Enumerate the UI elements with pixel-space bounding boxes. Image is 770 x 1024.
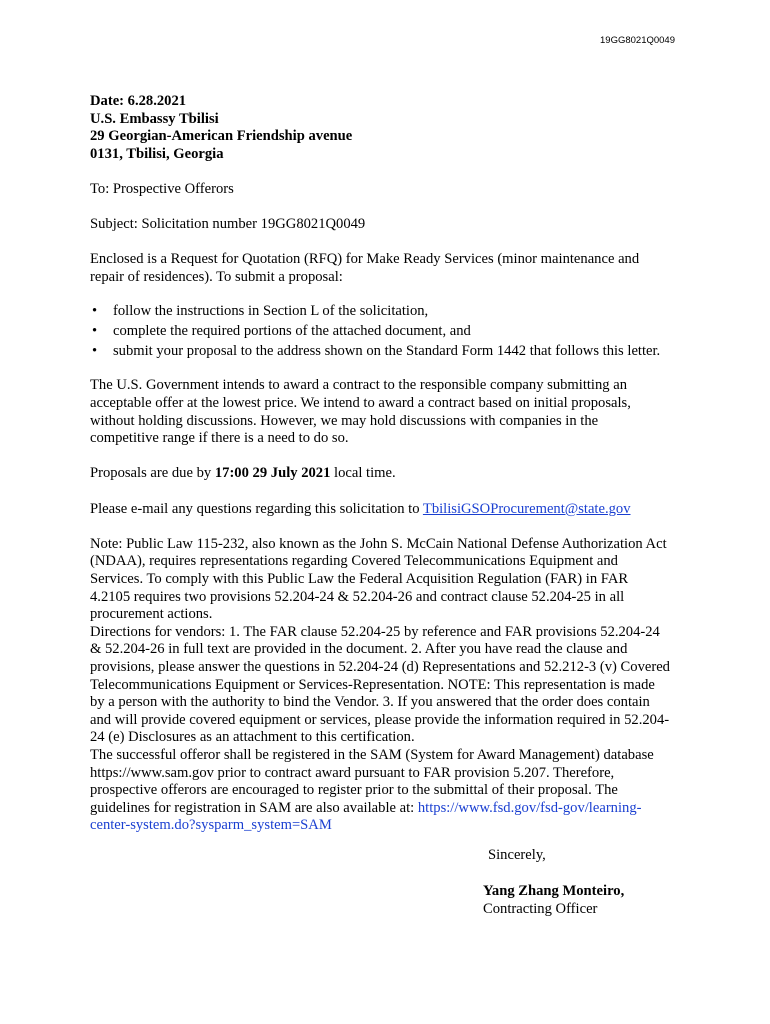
list-item-text: complete the required portions of the attached document, and — [113, 322, 471, 339]
procurement-email-link[interactable]: TbilisiGSOProcurement@state.gov — [422, 500, 631, 517]
note-line: prospective offerors are encouraged to register prior to the submittal of their proposal. The — [90, 782, 618, 799]
sam-guidelines-link[interactable]: https://www.fsd.gov/fsd-gov/learning- — [417, 799, 642, 816]
signer-title: Contracting Officer — [483, 900, 598, 917]
recipient-line: To: Prospective Offerors — [90, 180, 234, 197]
instruction-list — [90, 303, 700, 361]
sender-street: 29 Georgian-American Friendship avenue — [90, 128, 353, 145]
bullet-icon: • — [92, 302, 98, 319]
note-line: and will provide covered equipment or services, please provide the information required in 52.204- — [90, 711, 670, 728]
note-line: Telecommunications Equipment or Services-Representation. NOTE: This representation is made — [90, 676, 655, 693]
sam-guidelines-link[interactable]: center-system.do?sysparm_system=SAM — [90, 817, 332, 834]
list-item — [90, 343, 700, 361]
note-line: (NDAA), requires representations regarding Covered Telecommunications Equipment and — [90, 553, 618, 570]
note-line: https://www.sam.gov prior to contract award pursuant to FAR provision 5.207. Therefore, — [90, 764, 615, 781]
due-date-paragraph — [90, 465, 700, 483]
guidelines-prefix: guidelines for registration in SAM are also available at: — [90, 799, 418, 816]
bullet-icon: • — [92, 322, 98, 339]
closing-salutation: Sincerely, — [488, 847, 546, 863]
list-item — [90, 323, 700, 341]
list-item — [90, 303, 700, 321]
letter-date: Date: 6.28.2021 — [90, 93, 187, 109]
paragraph-line: competitive range if there is a need to do so. — [90, 430, 349, 447]
due-suffix: local time. — [330, 465, 396, 482]
email-paragraph — [90, 501, 700, 519]
note-line: provisions, please answer the questions in 52.204-24 (d) Representations and 52.212-3 (v) Covered — [90, 658, 670, 675]
list-item-text: submit your proposal to the address shown on the Standard Form 1442 that follows this letter. — [113, 342, 661, 359]
enclosed-paragraph — [90, 251, 700, 286]
note-line: 24 (e) Disclosures as an attachment to this certification. — [90, 729, 415, 746]
address-block — [90, 93, 700, 163]
signer-name: Yang Zhang Monteiro, — [483, 883, 625, 899]
sender-organization: U.S. Embassy Tbilisi — [90, 110, 219, 127]
due-prefix: Proposals are due by — [90, 465, 215, 482]
letter-body — [90, 93, 700, 835]
bullet-icon: • — [92, 342, 98, 359]
note-line: Directions for vendors: 1. The FAR clause 52.204-25 by reference and FAR provisions 52.204-24 — [90, 623, 660, 640]
intent-paragraph — [90, 377, 700, 447]
enclosed-line: repair of residences). To submit a proposal: — [90, 268, 343, 285]
sender-city: 0131, Tbilisi, Georgia — [90, 145, 224, 162]
paragraph-line: without holding discussions. However, we may hold discussions with companies in the — [90, 412, 599, 429]
note-paragraph — [90, 536, 700, 835]
note-line: The successful offeror shall be registered in the SAM (System for Award Management) database — [90, 746, 654, 763]
note-line: Services. To comply with this Public Law the Federal Acquisition Regulation (FAR) in FAR — [90, 571, 629, 588]
note-line: Note: Public Law 115-232, also known as the John S. McCain National Defense Authorization Act — [90, 535, 667, 552]
subject-line: Subject: Solicitation number 19GG8021Q0049 — [90, 216, 366, 233]
email-prefix: Please e-mail any questions regarding this solicitation to — [90, 500, 423, 517]
paragraph-line: acceptable offer at the lowest price. We intend to award a contract based on initial proposals, — [90, 395, 631, 412]
signature-block — [483, 883, 624, 918]
note-line: by a person with the authority to bind the Vendor. 3. If you answered that the order does contain — [90, 694, 650, 711]
note-line: & 52.204-26 in full text are provided in the document. 2. After you have read the clause and — [90, 641, 628, 658]
note-line: 4.2105 requires two provisions 52.204-24 & 52.204-26 and contract clause 52.204-25 in all — [90, 588, 625, 605]
note-line: procurement actions. — [90, 606, 213, 623]
paragraph-line: The U.S. Government intends to award a contract to the responsible company submitting an — [90, 377, 628, 394]
due-datetime: 17:00 29 July 2021 — [214, 465, 331, 482]
enclosed-line: Enclosed is a Request for Quotation (RFQ) for Make Ready Services (minor maintenance and — [90, 251, 640, 268]
list-item-text: follow the instructions in Section L of the solicitation, — [113, 302, 429, 319]
document-code: 19GG8021Q0049 — [600, 35, 676, 46]
